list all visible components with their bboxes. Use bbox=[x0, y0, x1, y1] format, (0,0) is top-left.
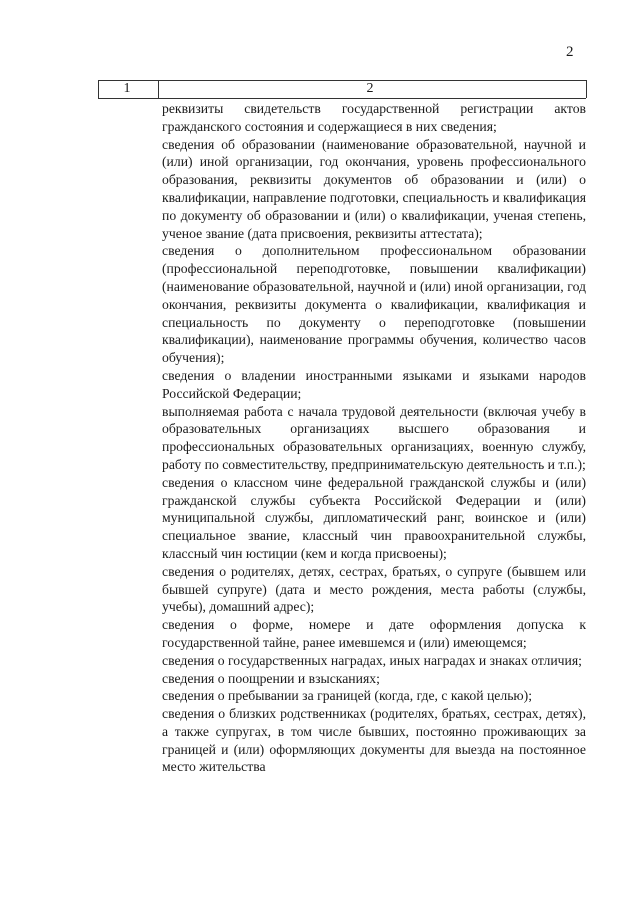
document-body bbox=[162, 100, 586, 776]
paragraph-incentives-penalties: сведения о поощрении и взысканиях; bbox=[162, 670, 380, 686]
page-number: 2 bbox=[566, 44, 574, 60]
table-header-right-border bbox=[586, 80, 587, 98]
paragraph-class-rank: сведения о классном чине федеральной гражданской службы и (или) гражданской службы субъекта Российской Федерации и (или) муниципальной службы, дипломатический ранг, воинское и (или) специальное звание, классный чин правоохранительной службы, классный чин юстиции (кем и когда присвоены); bbox=[162, 474, 586, 561]
paragraph-education: сведения об образовании (наименование образовательной, научной и (или) иной организации, год окончания, уровень профессионального образования, реквизиты документов об образовании и (или) о квалификации, направление подготовки, специальность и квалификация по документу об образовании и (или) о квалификации, ученая степень, ученое звание (дата присвоения, реквизиты аттестата); bbox=[162, 136, 586, 241]
paragraph-stays-abroad: сведения о пребывании за границей (когда, где, с какой целью); bbox=[162, 688, 533, 704]
paragraph-work-history: выполняемая работа с начала трудовой деятельности (включая учебу в образовательных организациях высшего образования и профессиональных образовательных организациях, военную службу, работу по совместительству, предпринимательскую деятельность и т.п.); bbox=[162, 403, 586, 472]
paragraph-civil-status-records: реквизиты свидетельств государственной регистрации актов гражданского состояния и содержащиеся в них сведения; bbox=[162, 101, 586, 134]
table-header-left-border bbox=[98, 80, 99, 98]
paragraph-languages: сведения о владении иностранными языками и языками народов Российской Федерации; bbox=[162, 367, 586, 401]
paragraph-close-relatives-abroad: сведения о близких родственниках (родителях, братьях, сестрах, детях), а также супругах, в том числе бывших, постоянно проживающих за границей и (или) оформляющих документы для выезда на постоянное место жительства bbox=[162, 706, 586, 775]
paragraph-awards: сведения о государственных наградах, иных наградах и знаках отличия; bbox=[162, 652, 582, 668]
table-header-column-divider bbox=[158, 80, 159, 98]
table-header-top-border bbox=[98, 80, 586, 81]
table-header-bottom-border bbox=[98, 98, 586, 99]
paragraph-additional-education: сведения о дополнительном профессиональном образовании (профессиональной переподготовке, повышении квалификации) (наименование образовательной, научной и (или) иной организации, год окончания, реквизиты документа о квалификации, квалификация и специальность по документу о переподготовке (повышении квалификации), наименование программы обучения, количество часов обучения); bbox=[162, 243, 586, 366]
paragraph-relatives: сведения о родителях, детях, сестрах, братьях, о супруге (бывшем или бывшей супруге) (дата и место рождения, места работы (службы, учебы), домашний адрес); bbox=[162, 563, 586, 615]
column-2-header: 2 bbox=[366, 81, 374, 96]
paragraph-secret-clearance: сведения о форме, номере и дате оформления допуска к государственной тайне, ранее имевшемся и (или) имеющемся; bbox=[162, 617, 586, 650]
column-1-header: 1 bbox=[123, 81, 131, 96]
